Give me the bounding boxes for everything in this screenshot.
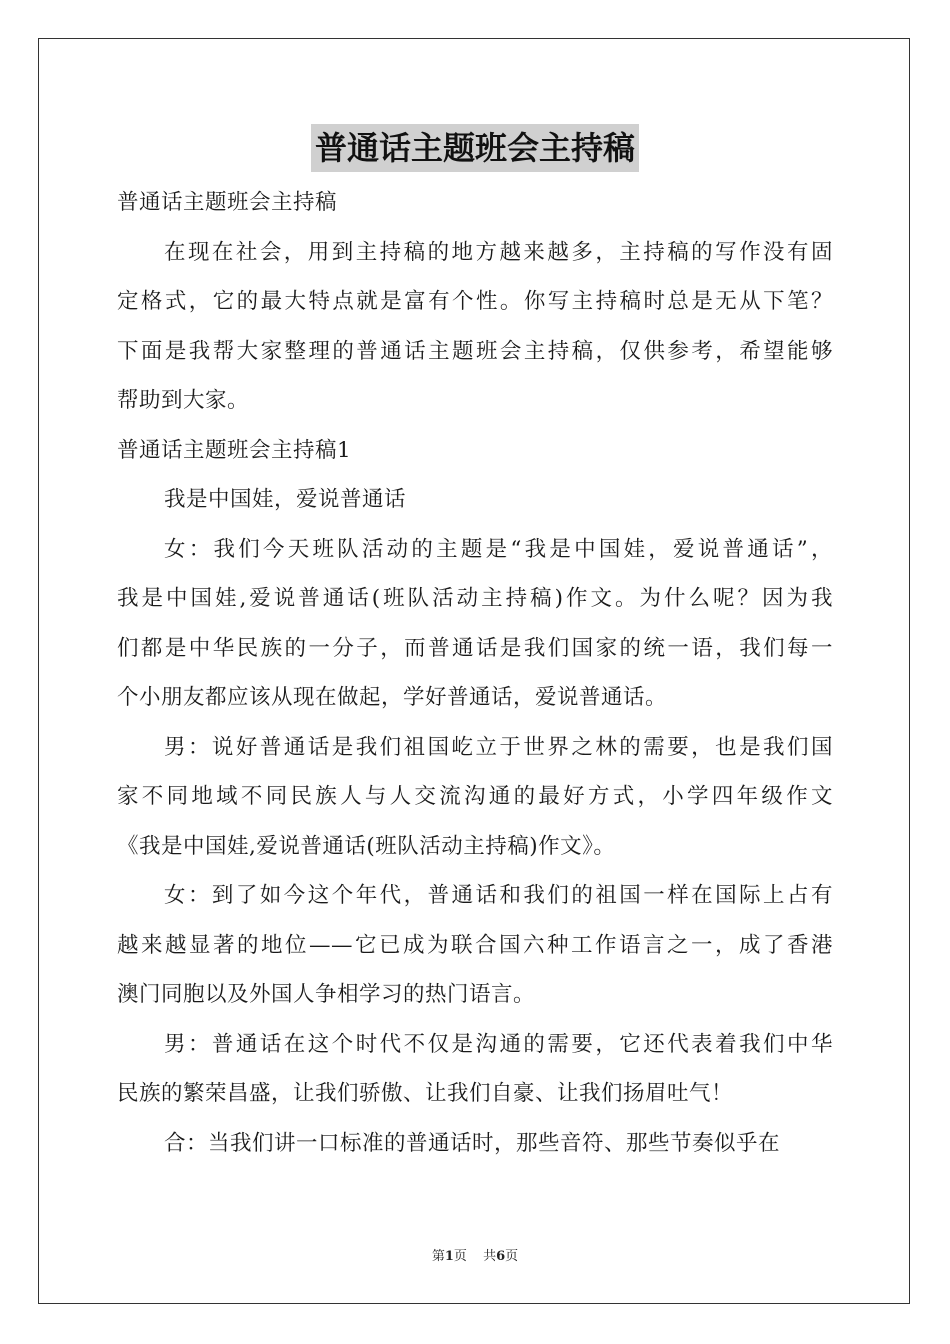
document-body	[117, 178, 833, 1168]
text-line: 我是中国娃,爱说普通话(班队活动主持稿)作文。为什么呢？因为我	[117, 586, 833, 611]
total-suffix: 页	[505, 1249, 519, 1264]
text-line: 在现在社会，用到主持稿的地方越来越多，主持稿的写作没有固	[164, 239, 833, 265]
text-line: 定格式，它的最大特点就是富有个性。你写主持稿时总是无从下笔？	[117, 289, 833, 314]
text-line: 下面是我帮大家整理的普通话主题班会主持稿，仅供参考，希望能够	[117, 338, 833, 364]
text-line: 女：我们今天班队活动的主题是“我是中国娃，爱说普通话”，	[164, 536, 833, 562]
text-line: 男：普通话在这个时代不仅是沟通的需要，它还代表着我们中华	[164, 1031, 833, 1057]
text-line: 们都是中华民族的一分子，而普通话是我们国家的统一语，我们每一	[117, 635, 833, 661]
paragraph	[117, 228, 833, 426]
section-heading	[117, 426, 833, 476]
page-indicator	[432, 1249, 467, 1264]
paragraph	[117, 723, 833, 872]
paragraph	[117, 1119, 833, 1169]
total-indicator	[483, 1249, 518, 1264]
page-footer	[0, 1245, 950, 1264]
text-line: 越来越显著的地位——它已成为联合国六种工作语言之一，成了香港	[117, 932, 833, 958]
text-line: 澳门同胞以及外国人争相学习的热门语言。	[117, 982, 536, 1007]
paragraph	[117, 871, 833, 1020]
page-suffix: 页	[453, 1249, 467, 1264]
title-container	[0, 124, 950, 172]
text-line: 合：当我们讲一口标准的普通话时，那些音符、那些节奏似乎在	[164, 1130, 781, 1156]
paragraph	[117, 475, 833, 525]
total-pages: 6	[496, 1249, 506, 1264]
paragraph	[117, 1020, 833, 1119]
paragraph	[117, 525, 833, 723]
text-line: 民族的繁荣昌盛，让我们骄傲、让我们自豪、让我们扬眉吐气！	[117, 1081, 734, 1106]
text-line: 我是中国娃，爱说普通话	[164, 487, 407, 512]
document-title: 普通话主题班会主持稿	[311, 124, 639, 172]
text-line: 家不同地域不同民族人与人交流沟通的最好方式，小学四年级作文	[117, 784, 833, 809]
text-line: 普通话主题班会主持稿	[117, 190, 338, 215]
text-line: 《我是中国娃,爱说普通话(班队活动主持稿)作文》。	[117, 833, 616, 859]
text-line: 女：到了如今这个年代，普通话和我们的祖国一样在国际上占有	[164, 883, 833, 908]
page-number: 1	[444, 1249, 454, 1264]
section-heading	[117, 178, 833, 228]
text-line: 帮助到大家。	[117, 388, 250, 413]
text-line: 个小朋友都应该从现在做起，学好普通话，爱说普通话。	[117, 685, 668, 710]
page-prefix: 第	[431, 1249, 445, 1264]
total-prefix: 共	[483, 1249, 497, 1264]
text-line: 男：说好普通话是我们祖国屹立于世界之林的需要，也是我们国	[164, 734, 833, 760]
text-line: 普通话主题班会主持稿1	[117, 437, 352, 463]
